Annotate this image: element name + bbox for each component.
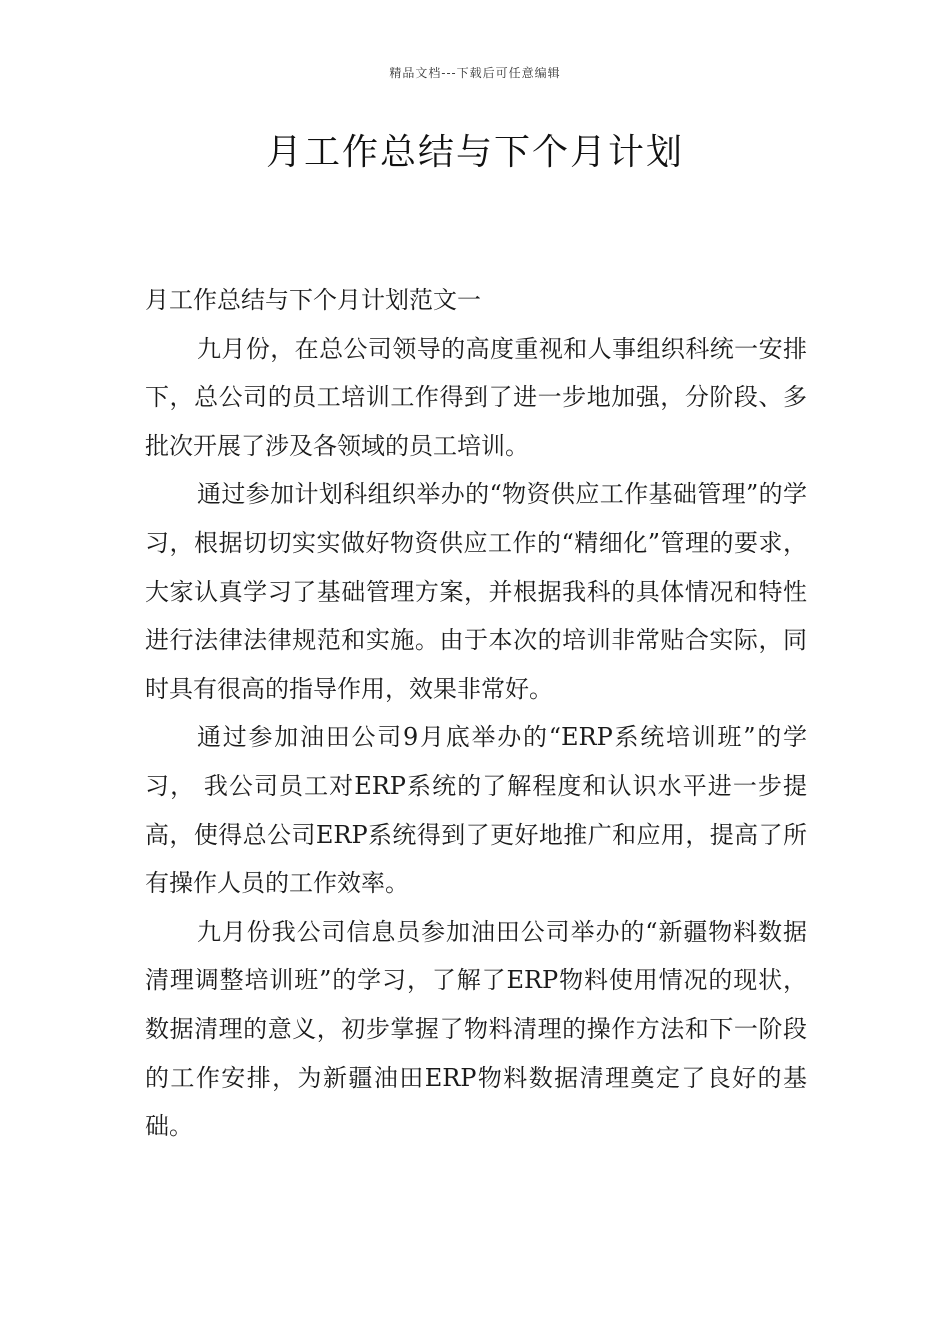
header-note: 精品文档---下载后可任意编辑: [389, 66, 561, 80]
document-body: [145, 276, 807, 1151]
section-heading: 月工作总结与下个月计划范文一: [145, 286, 481, 314]
document-title: 月工作总结与下个月计划: [265, 132, 684, 173]
paragraph-2: 通过参加计划科组织举办的“物资供应工作基础管理”的学习，根据切切实实做好物资供应工作的“精细化”管理的要求，大家认真学习了基础管理方案，并根据我科的具体情况和特性进行法律法律规范和实施。由于本次的培训非常贴合实际，同时具有很高的指导作用，效果非常好。: [145, 480, 807, 703]
paragraph-4: 九月份我公司信息员参加油田公司举办的“新疆物料数据清理调整培训班”的学习，了解了ERP物料使用情况的现状，数据清理的意义，初步掌握了物料清理的操作方法和下一阶段的工作安排，为新疆油田ERP物料数据清理奠定了良好的基础。: [145, 917, 807, 1141]
paragraph-1: 九月份，在总公司领导的高度重视和人事组织科统一安排下，总公司的员工培训工作得到了进一步地加强，分阶段、多批次开展了涉及各领域的员工培训。: [145, 334, 807, 460]
paragraph-3: 通过参加油田公司9月底举办的“ERP系统培训班”的学习， 我公司员工对ERP系统的了解程度和认识水平进一步提高，使得总公司ERP系统得到了更好地推广和应用，提高了所有操作人员的工作效率。: [145, 723, 807, 898]
